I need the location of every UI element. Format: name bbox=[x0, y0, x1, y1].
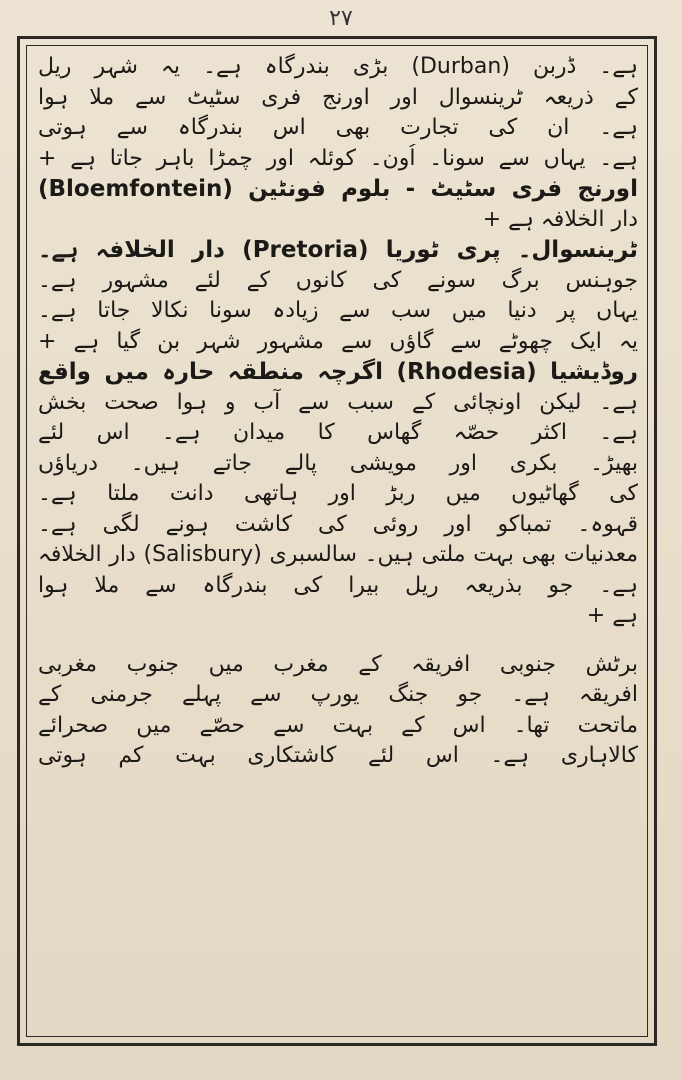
text-line: ماتحت تھا۔ اس کے بہت سے حصّے میں صحرائے bbox=[38, 712, 638, 738]
text-line: ہے۔ یہاں سے سونا۔ اُون۔ کوئلہ اور چمڑا باہر جاتا ہے + bbox=[38, 145, 638, 171]
text-line: یہاں پر دنیا میں سب سے زیادہ سونا نکالا جاتا ہے۔ bbox=[38, 298, 638, 323]
text-line: یہ ایک چھوٹے سے گاؤں سے مشہور شہر بن گیا ہے + bbox=[38, 328, 638, 354]
text-line: دار الخلافہ ہے + bbox=[482, 206, 638, 232]
text-line: افریقہ ہے۔ جو جنگ یورپ سے پہلے جرمنی کے bbox=[38, 682, 638, 707]
text-line: کالاہاری ہے۔ اس لئے کاشتکاری بہت کم ہوتی bbox=[38, 743, 638, 768]
text-line: ہے۔ ڈربن (Durban) بڑی بندرگاہ ہے۔ یہ شہر ریل bbox=[38, 54, 638, 79]
text-line: ہے۔ لیکن اونچائی کے سبب سے آب و ہوا صحت بخش bbox=[38, 389, 638, 415]
text-line: کی گھاٹیوں میں ربڑ اور ہاتھی دانت ملتا ہے۔ bbox=[38, 481, 638, 506]
section-heading: ٹرینسوال۔ پری ٹوریا (Pretoria) دار الخلافہ ہے۔ bbox=[38, 237, 638, 263]
paragraph-gap bbox=[38, 632, 638, 650]
text-line: برٹش جنوبی افریقہ کے مغرب میں جنوب مغربی bbox=[38, 651, 638, 677]
section-heading: اورنج فری سٹیٹ - بلوم فونٹین (Bloemfontein) bbox=[38, 176, 638, 202]
text-line: ہے + bbox=[586, 603, 638, 628]
text-line: جوہنس برگ سونے کی کانوں کے لئے مشہور ہے۔ bbox=[38, 267, 638, 293]
page-number: ۲۷ bbox=[329, 6, 353, 31]
text-line: معدنیات بھی بہت ملتی ہیں۔ سالسبری (Salisbury) دار الخلافہ bbox=[38, 542, 638, 567]
text-line: ہے۔ جو بذریعہ ریل بیرا کی بندرگاہ سے ملا ہوا bbox=[38, 572, 638, 598]
text-line: ہے۔ اکثر حصّہ گھاس کا میدان ہے۔ اس لئے bbox=[38, 420, 638, 445]
text-line: قہوہ۔ تمباکو اور روئی کی کاشت ہونے لگی ہے۔ bbox=[38, 511, 638, 537]
text-line: ہے۔ ان کی تجارت بھی اس بندرگاہ سے ہوتی bbox=[38, 115, 638, 140]
page-text bbox=[38, 52, 638, 1030]
text-line: بھیڑ۔ بکری اور مویشی پالے جاتے ہیں۔ دریاؤں bbox=[38, 450, 638, 476]
section-heading: روڈیشیا (Rhodesia) اگرچہ منطقہ حارہ میں واقع bbox=[38, 359, 638, 385]
text-line: کے ذریعہ ٹرینسوال اور اورنج فری سٹیٹ سے ملا ہوا bbox=[38, 84, 638, 110]
